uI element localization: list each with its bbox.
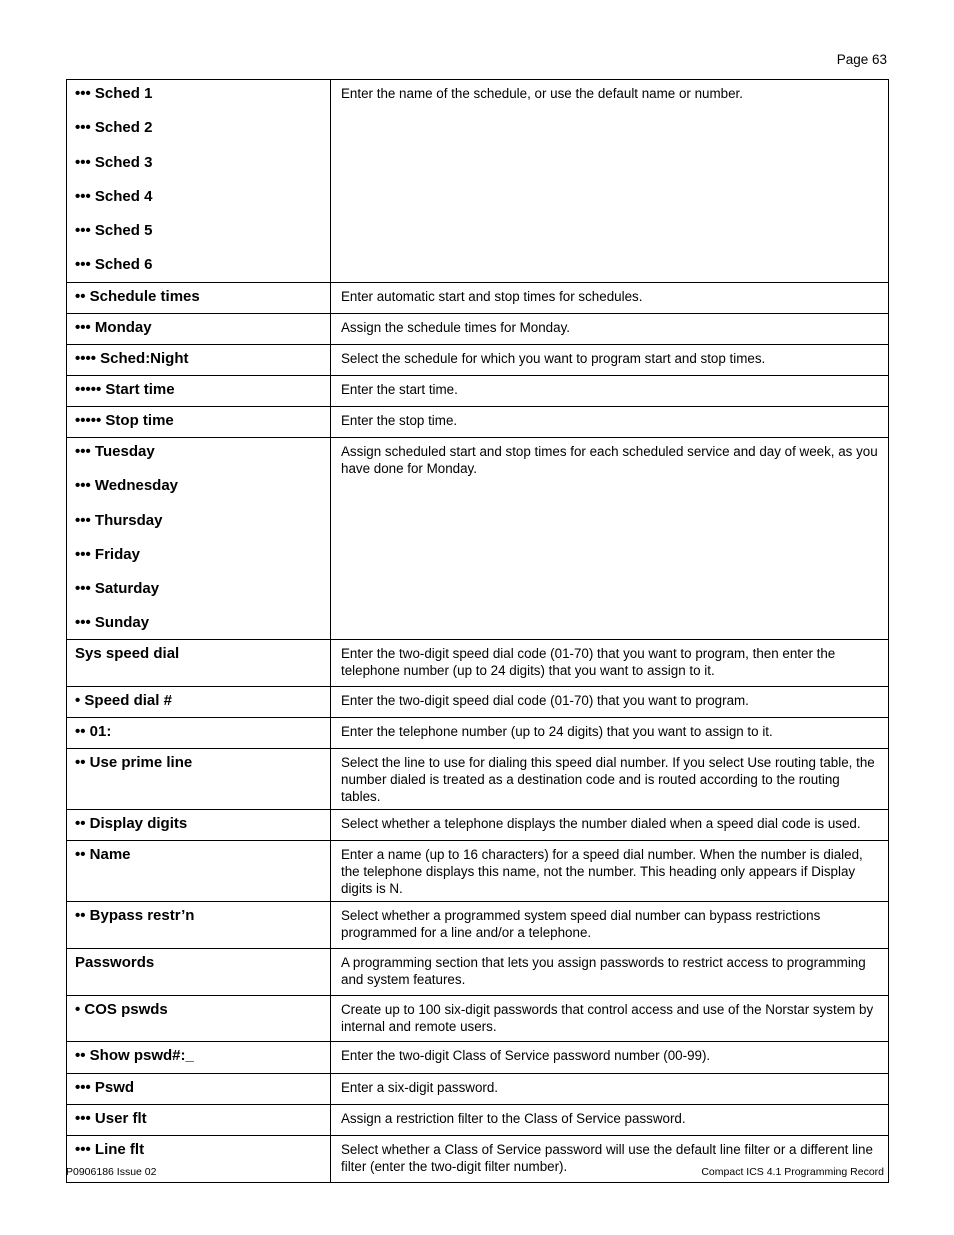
heading-label: •• Display digits	[75, 815, 188, 832]
description-cell: Enter a name (up to 16 characters) for a speed dial number. When the number is dialed, the telephone displays this name, not the number. This heading only appears if Display digits is N.	[331, 841, 889, 902]
heading-cell	[67, 345, 331, 376]
table-row	[67, 314, 889, 345]
heading-cell	[67, 841, 331, 902]
document-id: P0906186 Issue 02	[66, 1166, 157, 1178]
table-row	[67, 407, 889, 438]
description-cell: Assign a restriction filter to the Class of Service password.	[331, 1105, 889, 1136]
heading-label: •• Name	[75, 846, 131, 863]
description-cell: Enter the start time.	[331, 376, 889, 407]
heading-label: ••• Sched 3	[75, 153, 153, 171]
document-title: Compact ICS 4.1 Programming Record	[701, 1166, 884, 1178]
heading-label: ••••• Start time	[75, 381, 175, 398]
heading-label: ••• Pswd	[75, 1079, 135, 1096]
heading-label: ••• Sched 4	[75, 187, 153, 205]
heading-label: •• 01:	[75, 723, 112, 740]
description-cell: Enter the stop time.	[331, 407, 889, 438]
table-row	[67, 345, 889, 376]
table-row	[67, 749, 889, 810]
heading-label: •• Schedule times	[75, 288, 200, 305]
table-row	[67, 949, 889, 996]
heading-label: •• Use prime line	[75, 754, 193, 771]
heading-cell	[67, 949, 331, 996]
heading-cell	[67, 283, 331, 314]
heading-label: ••• Sched 1	[75, 85, 153, 102]
table-row	[67, 1105, 889, 1136]
description-cell: Assign the schedule times for Monday.	[331, 314, 889, 345]
table-row	[67, 1074, 889, 1105]
table-row	[67, 902, 889, 949]
heading-label: ••• Sched 5	[75, 222, 153, 240]
heading-label: ••• Tuesday	[75, 443, 155, 460]
heading-label: ••• Sched 2	[75, 119, 153, 137]
heading-label: ••• Line flt	[75, 1141, 145, 1158]
table-row	[67, 376, 889, 407]
table-row	[67, 810, 889, 841]
description-cell: Enter the two-digit Class of Service password number (00-99).	[331, 1042, 889, 1074]
heading-label: •••• Sched:Night	[75, 350, 189, 367]
heading-cell	[67, 810, 331, 841]
description-cell: Enter the two-digit speed dial code (01-70) that you want to program, then enter the telephone number (up to 24 digits) that you want to assign to it.	[331, 640, 889, 687]
description-cell: A programming section that lets you assign passwords to restrict access to programming and system features.	[331, 949, 889, 996]
description-cell: Select whether a Class of Service password will use the default line filter or a different line filter (enter the two-digit filter number).	[331, 1136, 889, 1183]
heading-label: •• Bypass restr’n	[75, 907, 195, 924]
heading-cell	[67, 314, 331, 345]
heading-label: ••• Wednesday	[75, 477, 179, 495]
description-cell: Create up to 100 six-digit passwords that control access and use of the Norstar system by internal and remote users.	[331, 996, 889, 1042]
page-number: Page 63	[836, 52, 887, 67]
heading-cell	[67, 996, 331, 1042]
heading-cell	[67, 1105, 331, 1136]
description-cell: Enter the name of the schedule, or use the default name or number.	[331, 80, 889, 283]
heading-label: Passwords	[75, 954, 155, 971]
description-cell: Assign scheduled start and stop times for each scheduled service and day of week, as you have done for Monday.	[331, 438, 889, 640]
heading-label: • Speed dial #	[75, 692, 172, 709]
description-cell: Enter the telephone number (up to 24 digits) that you want to assign to it.	[331, 718, 889, 749]
table-row	[67, 841, 889, 902]
description-cell: Enter the two-digit speed dial code (01-70) that you want to program.	[331, 687, 889, 718]
table-row	[67, 718, 889, 749]
heading-cell	[67, 1074, 331, 1105]
heading-cell	[67, 687, 331, 718]
heading-label: •• Show pswd#:_	[75, 1047, 194, 1064]
description-cell: Select whether a programmed system speed dial number can bypass restrictions programmed for a line and/or a telephone.	[331, 902, 889, 949]
heading-label: ••••• Stop time	[75, 412, 174, 429]
table-row	[67, 80, 889, 283]
heading-label: Sys speed dial	[75, 645, 180, 662]
heading-label: ••• Saturday	[75, 580, 160, 598]
description-cell: Select the line to use for dialing this speed dial number. If you select Use routing table, the number dialed is treated as a destination code and is routed according to the routing tables.	[331, 749, 889, 810]
heading-label: ••• Monday	[75, 319, 152, 336]
heading-label: ••• Sunday	[75, 614, 150, 632]
heading-label: • COS pswds	[75, 1001, 168, 1018]
description-cell: Select whether a telephone displays the number dialed when a speed dial code is used.	[331, 810, 889, 841]
description-cell: Select the schedule for which you want to program start and stop times.	[331, 345, 889, 376]
heading-cell	[67, 438, 331, 640]
heading-label: ••• Friday	[75, 545, 140, 563]
heading-cell	[67, 640, 331, 687]
table-row	[67, 1042, 889, 1074]
heading-cell	[67, 407, 331, 438]
heading-cell	[67, 80, 331, 283]
programming-record-table	[66, 79, 889, 1183]
heading-cell	[67, 376, 331, 407]
heading-label: ••• Thursday	[75, 511, 163, 529]
heading-cell	[67, 1042, 331, 1074]
heading-cell	[67, 902, 331, 949]
table-row	[67, 640, 889, 687]
heading-label: ••• Sched 6	[75, 256, 153, 274]
description-cell: Enter a six-digit password.	[331, 1074, 889, 1105]
heading-label: ••• User flt	[75, 1110, 147, 1127]
table-row	[67, 996, 889, 1042]
heading-cell	[67, 718, 331, 749]
description-cell: Enter automatic start and stop times for schedules.	[331, 283, 889, 314]
heading-cell	[67, 749, 331, 810]
table-row	[67, 283, 889, 314]
table-row	[67, 438, 889, 640]
table-row	[67, 687, 889, 718]
